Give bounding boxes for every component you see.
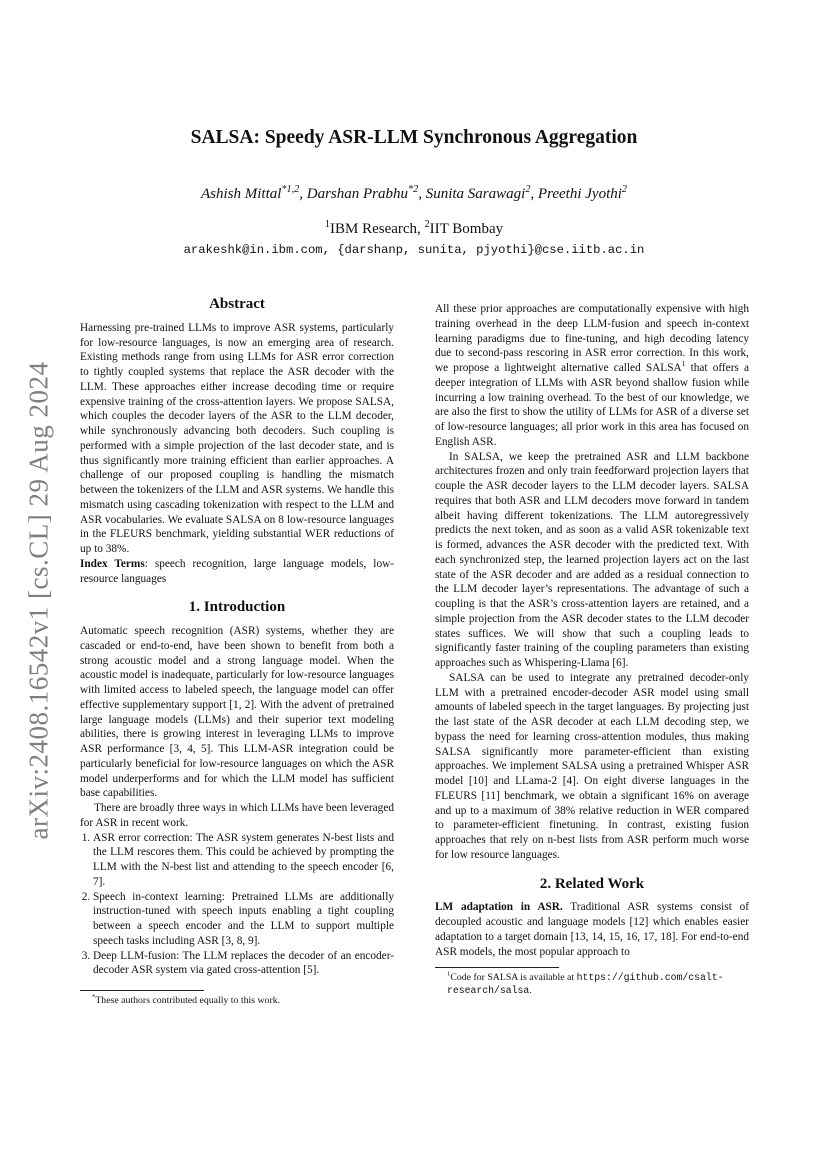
affiliation-name: IBM Research [329,221,418,237]
footnote [80,991,394,1007]
index-terms [80,557,394,587]
footnote-text: Code for SALSA is available at [450,972,577,984]
footnote-mark: * [92,993,96,1001]
index-terms-text: : speech recognition, large language models, low-resource languages [80,557,395,585]
author-emails: arakeshk@in.ibm.com, {darshanp, sunita, pjyothi}@cse.iitb.ac.in [183,243,645,257]
affiliation-mark: 2 [424,219,430,230]
body-paragraph: SALSA can be used to integrate any pretrained decoder-only LLM with a pretrained encoder-decoder ASR model using small amounts of labeled speech in the target languages. By projecting just the last state of the ASR decoder at each LLM decoding step, we bypass the need for learning cross-attention modules, thus making SALSA significantly more parameter-efficient than existing approaches. We implement SALSA using a pretrained Whisper ASR model [10] and LLama-2 [4]. On eight diverse languages in the FLEURS [11] benchmark, we obtain a significant 16% on average and up to a maximum of 38% relative reduction in WER compared to parameter-efficient finetuning. In contrast, existing fusion approaches that rely on n-best lists from ASR perform much worse for low resource languages. [435,671,749,861]
abstract-heading: Abstract [209,296,265,312]
footnote-mark: 1 [447,970,451,978]
affiliation-mark: 1 [324,219,330,230]
paper-title: SALSA: Speedy ASR-LLM Synchronous Aggregation [190,127,638,148]
index-terms-label: Index Terms [80,557,145,570]
paragraph-text: All these prior approaches are computationally expensive with high training overhead in the deep LLM-fusion and speech in-context learning paradigms due to fine-tuning, and high decoding latency due to second-pass rescoring in ASR error correction. In this work, we propose a lightweight alternative called SALSA [435,303,749,374]
affiliation-name: IIT Bombay [429,221,504,237]
related-work-heading: 2. Related Work [539,875,645,892]
footnote-ref: 1 [681,359,686,369]
author-name: Darshan Prabhu [306,186,409,202]
arxiv-identifier-text: arXiv:2408.16542v1 [cs.CL] 29 Aug 2024 [23,361,54,839]
arxiv-identifier-stamp [22,350,56,850]
footnote-text: These authors contributed equally to this work. [95,995,281,1006]
right-column [435,302,749,997]
list-item: 3. Deep LLM-fusion: The LLM replaces the decoder of an encoder-decoder ASR system via gated cross-attention [5]. [93,949,394,979]
footnote-text: . [529,985,532,997]
paragraph-text: Traditional ASR systems consist of decoupled acoustic and language models [12] which enables easier adaptation to a target domain [13, 14, 15, 16, 17, 18]. For end-to-end ASR models, the most popular approach to [435,901,749,958]
body-paragraph: In SALSA, we keep the pretrained ASR and LLM backbone architectures frozen and only train feedforward projection layers that couple the ASR decoder layers to the LLM decoder layers. SALSA requires that both ASR and LLM decoders move forward in tandem albeit having different tokenizations. The LLM autoregressively predicts the next token, and as soon as a valid ASR tokenizable text is formed, advances the ASR decoder with the predicted text. With each synchronized step, the learned projection layers act on the last state of the ASR decoder and are added as a residual connection to the LLM decoder layer’s representations. The advantage of such a coupling is that the ASR’s cross-attention layers are retained, and a simple projection from the ASR decoder states to the LLM decoder states suffices. We will show that such a coupling leads to significantly faster training of the coupling parameters than existing approaches such as Whispering-Llama [6]. [435,450,749,669]
author-affiliation-mark: *2 [408,184,419,195]
intro-paragraph: There are broadly three ways in which LLMs have been leveraged for ASR in recent work. [80,802,394,829]
left-column [80,297,394,1007]
body-paragraph [435,900,749,959]
list-item: 2. Speech in-context learning: Pretrained LLMs are additionally instruction-tuned with speech inputs enabling a tight coupling between a speech encoder and the LLM to support multiple speech tasks including ASR [3, 8, 9]. [93,890,394,949]
introduction-heading: 1. Introduction [188,599,286,616]
intro-paragraph: Automatic speech recognition (ASR) systems, whether they are cascaded or end-to-end, have been shown to benefit from both a strong acoustic model and a strong language model. When the acoustic model is inadequate, particularly for low-resource languages with limited access to labeled speech, the language model can offer effective supplementary support [1, 2]. With the advent of pretrained large language models (LLMs) and their superior text modeling abilities, there is growing interest in leveraging LLMs to improve ASR performance [3, 4, 5]. This LLM-ASR integration could be particularly beneficial for low-resource languages on which the ASR model underperforms and for which the LLM model has sufficient base capabilities. [80,625,394,800]
list-item: 1. ASR error correction: The ASR system generates N-best lists and the LLM rescores them. This could be achieved by prompting the LLM with the N-best list and attending to the speech encoder [6, 7]. [93,831,394,890]
code-url-link[interactable]: https://github.com/csalt-research/salsa [447,972,724,997]
author-affiliation-mark: 2 [525,184,531,195]
llm-approaches-list [80,831,394,979]
affiliation-line: $^1$IBM Research, $^2$IIT Bombay [324,219,504,237]
body-paragraph [435,302,749,450]
author-name: Sunita Sarawagi [425,186,526,202]
author-list: Ashish Mittal$^{*1,2}$, Darshan Prabhu$^{*2}$, Sunita Sarawagi$^2$, Preethi Jyothi$^2$ [201,184,627,202]
author-affiliation-mark: *1,2 [281,184,300,195]
author-name: Preethi Jyothi [537,186,622,202]
run-in-heading: LM adaptation in ASR. [435,901,563,914]
paragraph-text: that offers a deeper integration of LLMs with ASR beyond shallow fusion while incurring a low training overhead. To the best of our knowledge, we are also the first to show the utility of LLMs for ASR of a diverse set of low-resource languages; all prior work in this area has focused on English ASR. [435,362,749,448]
footnote [435,968,749,997]
author-name: Ashish Mittal [201,186,282,202]
abstract-text: Harnessing pre-trained LLMs to improve ASR systems, particularly for low-resource languages, is now an emerging area of research. Existing methods range from using LLMs for ASR error correction to tightly coupled systems that replace the ASR decoder with the LLM. These approaches either increase decoding time or require expensive training of the cross-attention layers. We propose SALSA, which couples the decoder layers of the ASR to the LLM decoder, while synchronously advancing both decoders. Such coupling is performed with a simple projection of the last decoder state, and is thus significantly more training efficient than earlier approaches. A challenge of our proposed coupling is handling the mismatch between the tokenizers of the LLM and ASR systems. We handle this mismatch using cascading tokenization with respect to the LLM and ASR vocabularies. We evaluate SALSA on 8 low-resource languages in the FLEURS benchmark, yielding substantial WER reductions of up to 38%. [80,321,394,555]
author-affiliation-mark: 2 [621,184,627,195]
